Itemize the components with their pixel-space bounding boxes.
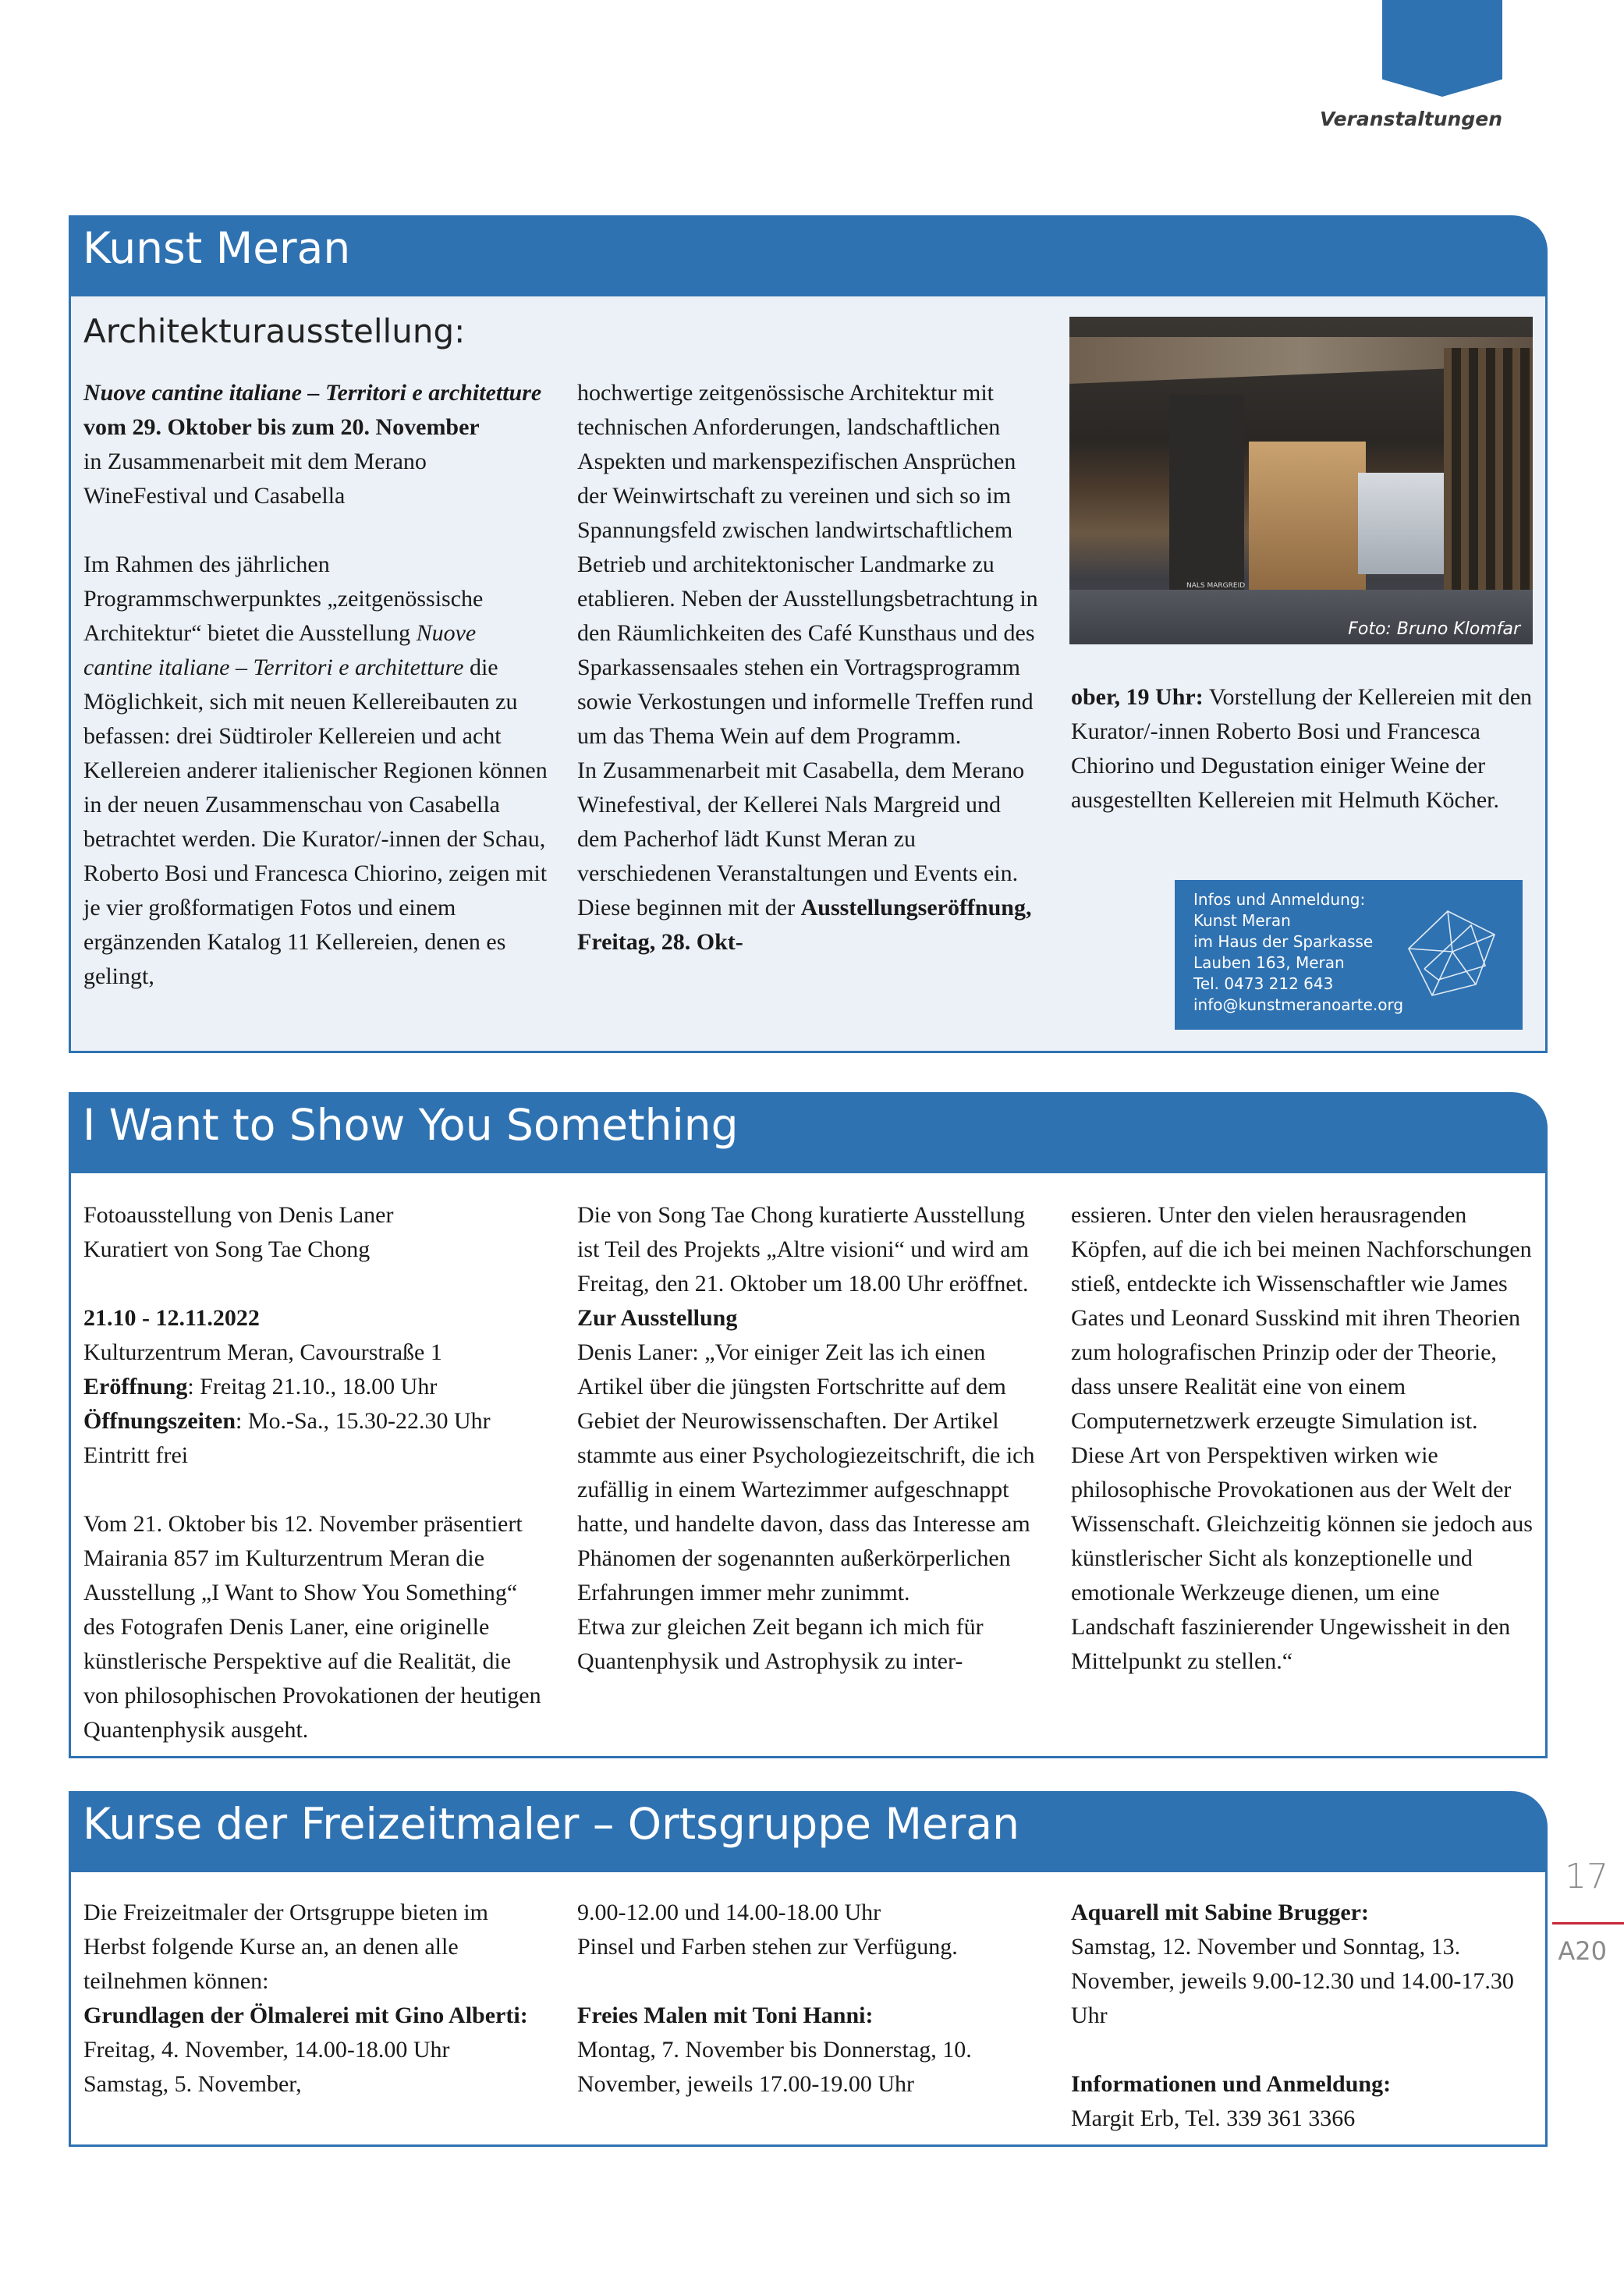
course-1-materials: Pinsel und Farben stehen zur Verfügung. xyxy=(577,1934,958,1960)
kurse-column-3 xyxy=(1071,1896,1539,2136)
info-line: Lauben 163, Meran xyxy=(1193,953,1345,972)
kunst-section-banner xyxy=(69,215,1548,296)
show-paragraph-2: Die von Song Tae Chong kuratierte Ausstellung ist Teil des Projekts „Altre visioni“ und wird am Freitag, den 21. Oktober um 18.00 Uhr eröffnet. xyxy=(577,1202,1029,1297)
kurse-intro: Die Freizeitmaler der Ortsgruppe bieten im Herbst folgende Kurse an, an denen alle teilnehmen können: xyxy=(83,1900,488,1994)
show-photographer: Fotoausstellung von Denis Laner xyxy=(83,1202,394,1228)
winery-photo xyxy=(1069,317,1533,644)
show-paragraph-4: Etwa zur gleichen Zeit begann ich mich für Quantenphysik und Astrophysik zu inter- xyxy=(577,1614,984,1674)
edition-label: A20 xyxy=(1558,1936,1607,1966)
header-tab-marker xyxy=(1382,0,1502,97)
show-paragraph-5: essieren. Unter den vielen herausragenden Köpfen, auf die ich bei meinen Nachforschungen stieß, entdeckte ich Wissenschaftler wie James Gates und Leonard Susskind mit ihren Theorien zum holografischen Prinzip oder der Theorie, dass unsere Realität eine von einem Computernetzwerk erzeugte Simulation ist. xyxy=(1071,1202,1532,1434)
show-hours: Öffnungszeiten: Mo.-Sa., 15.30-22.30 Uhr xyxy=(83,1408,491,1434)
info-line: Tel. 0473 212 643 xyxy=(1193,974,1334,993)
kurse-column-2 xyxy=(577,1896,1045,2102)
kurse-section-banner xyxy=(69,1791,1548,1872)
exhibition-title: Nuove cantine italiane – Territori e architetture xyxy=(83,380,542,406)
show-section-banner xyxy=(69,1092,1548,1173)
photo-sign-text: NALS MARGREID xyxy=(1186,582,1246,590)
show-column-1 xyxy=(83,1198,551,1747)
kunst-intro-paragraph: Im Rahmen des jährlichen Programmschwerpunktes „zeitgenössische Architektur“ bietet die Ausstellung Nuove cantine italiane – Territori e architetture die Möglichkeit, sich mit neuen Kellereibauten zu befassen: drei Südtiroler Kellereien und acht Kellereien anderer italienischer Regionen können in der neuen Zusammenschau von Casabella betrachtet werden. Die Kurator/-innen der Schau, Roberto Bosi und Francesca Chiorino, zeigen mit je vier großformatigen Fotos und einem ergänzenden Katalog 11 Kellereien, denen es gelingt, xyxy=(83,552,548,989)
course-3-dates: Samstag, 12. November und Sonntag, 13. November, jeweils 9.00-12.30 und 14.00-17.30 Uhr xyxy=(1071,1934,1514,2028)
kurse-contact: Margit Erb, Tel. 339 361 3366 xyxy=(1071,2105,1356,2131)
course-2-title: Freies Malen mit Toni Hanni: xyxy=(577,2003,874,2028)
info-line: Infos und Anmeldung: xyxy=(1193,890,1366,909)
course-2-dates: Montag, 7. November bis Donnerstag, 10. November, jeweils 17.00-19.00 Uhr xyxy=(577,2037,972,2097)
info-line: Kunst Meran xyxy=(1193,911,1291,930)
kurse-section-title: Kurse der Freizeitmaler – Ortsgruppe Meran xyxy=(83,1799,1019,1849)
info-email[interactable]: info@kunstmeranoarte.org xyxy=(1193,995,1404,1014)
page-number-divider xyxy=(1552,1922,1624,1924)
info-box xyxy=(1175,880,1523,1030)
show-paragraph-3: Denis Laner: „Vor einiger Zeit las ich einen Artikel über die jüngsten Fortschritte auf dem Gebiet der Neurowissenschaften. Der Artikel stammte aus einer Psychologiezeitschrift, die ich zufällig in einem Wartezimmer aufgeschnappt hatte, und handelte davon, dass das Interesse am Phänomen der sogenannten außerkörperlichen Erfahrungen immer mehr zunimmt. xyxy=(577,1339,1035,1605)
show-entry: Eintritt frei xyxy=(83,1442,189,1468)
course-1-time: 9.00-12.00 und 14.00-18.00 Uhr xyxy=(577,1900,881,1925)
kunst-section-title: Kunst Meran xyxy=(83,223,351,273)
kunst-column-2 xyxy=(577,376,1045,960)
info-text xyxy=(1193,889,1403,1016)
show-column-2 xyxy=(577,1198,1045,1679)
course-1-date-1: Freitag, 4. November, 14.00-18.00 Uhr xyxy=(83,2037,450,2063)
show-dates: 21.10 - 12.11.2022 xyxy=(83,1305,260,1331)
kunst-meran-logo-icon xyxy=(1401,903,1502,1005)
show-subheading: Zur Ausstellung xyxy=(577,1305,738,1331)
show-curator: Kuratiert von Song Tae Chong xyxy=(83,1236,371,1262)
info-line: im Haus der Sparkasse xyxy=(1193,932,1374,951)
exhibition-cooperation: in Zusammenarbeit mit dem Merano WineFestival und Casabella xyxy=(83,449,427,509)
kunst-column-3 xyxy=(1071,680,1539,818)
kurse-info-title: Informationen und Anmeldung: xyxy=(1071,2071,1392,2097)
kunst-column-1 xyxy=(83,376,548,994)
kunst-paragraph-4: ober, 19 Uhr: Vorstellung der Kellereien mit den Kurator/-innen Roberto Bosi und Francesca Chiorino und Degustation einiger Weine der ausgestellten Kellereien mit Helmuth Köcher. xyxy=(1071,684,1533,813)
kunst-subtitle: Architekturausstellung: xyxy=(83,312,466,350)
photo-credit: Foto: Bruno Klomfar xyxy=(1348,619,1520,639)
exhibition-dates: vom 29. Oktober bis zum 20. November xyxy=(83,414,480,440)
course-1-title: Grundlagen der Ölmalerei mit Gino Alberti: xyxy=(83,2003,528,2028)
show-paragraph-6: Diese Art von Perspektiven wirken wie philosophische Provokationen aus der Welt der Wissenschaft. Gleichzeitig können sie jedoch aus künstlerischer Sicht als konzeptionelle und emotionale Werkzeuge dienen, um eine Landschaft faszinierender Ungewissheit in den Mittelpunkt zu stellen.“ xyxy=(1071,1442,1533,1674)
course-1-date-2: Samstag, 5. November, xyxy=(83,2071,302,2097)
show-section-title: I Want to Show You Something xyxy=(83,1100,739,1150)
show-opening: Eröffnung: Freitag 21.10., 18.00 Uhr xyxy=(83,1374,438,1399)
course-3-title: Aquarell mit Sabine Brugger: xyxy=(1071,1900,1369,1925)
show-venue: Kulturzentrum Meran, Cavourstraße 1 xyxy=(83,1339,442,1365)
kurse-column-1 xyxy=(83,1896,551,2102)
kunst-paragraph-3: In Zusammenarbeit mit Casabella, dem Merano Winefestival, der Kellerei Nals Margreid und dem Pacherhof lädt Kunst Meran zu verschiedenen Veranstaltungen und Events ein. Diese beginnen mit der Ausstellungseröffnung, Freitag, 28. Okt- xyxy=(577,757,1032,955)
kunst-paragraph-2: hochwertige zeitgenössische Architektur mit technischen Anforderungen, landschaftlichen Aspekten und markenspezifischen Ansprüchen der Weinwirtschaft zu vereinen und sich so im Spannungsfeld zwischen landwirtschaftlichem Betrieb und architektonischer Landmarke zu etablieren. Neben der Ausstellungsbetrachtung in den Räumlichkeiten des Café Kunsthaus und des Sparkassensaales stehen ein Vortragsprogramm sowie Verkostungen und informelle Treffen rund um das Thema Wein auf dem Programm. xyxy=(577,380,1038,749)
show-paragraph-1: Vom 21. Oktober bis 12. November präsentiert Mairania 857 im Kulturzentrum Meran die Ausstellung „I Want to Show You Something“ des Fotografen Denis Laner, eine originelle künstlerische Perspektive auf die Realität, die von philosophischen Provokationen der heutigen Quantenphysik ausgeht. xyxy=(83,1511,541,1743)
show-column-3 xyxy=(1071,1198,1539,1679)
section-label: Veranstaltungen xyxy=(1320,108,1502,130)
page-number: 17 xyxy=(1565,1857,1608,1896)
